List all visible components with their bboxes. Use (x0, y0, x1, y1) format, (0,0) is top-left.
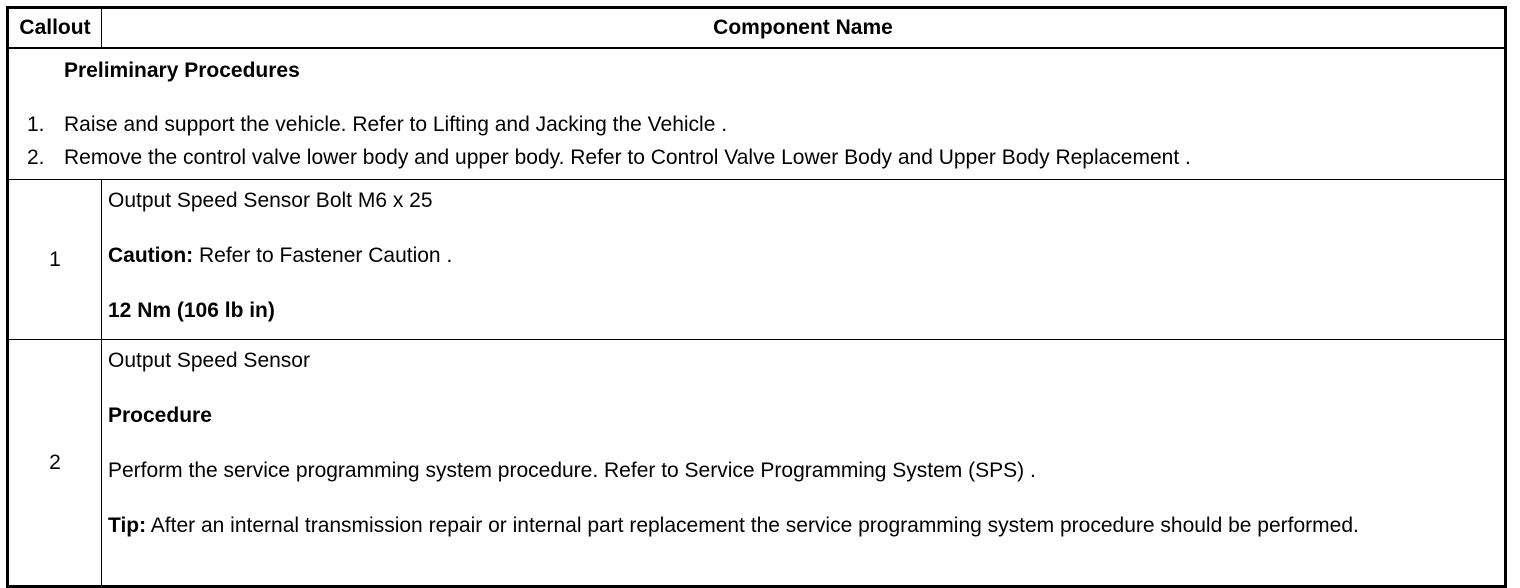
step-number: 2. (27, 146, 45, 169)
header-component-name: Component Name (102, 8, 1506, 49)
caution-text: Refer to Fastener Caution . (193, 244, 453, 267)
preliminary-step (9, 113, 1504, 137)
step-number: 1. (27, 113, 45, 136)
preliminary-row (8, 48, 1506, 180)
preliminary-cell (8, 48, 1506, 180)
preliminary-steps (9, 113, 1504, 170)
tip-label: Tip: (108, 514, 147, 537)
procedure-heading: Procedure (108, 404, 212, 427)
table-row (8, 340, 1506, 587)
component-cell (102, 340, 1506, 587)
component-table (6, 6, 1507, 588)
tip-note (108, 514, 1502, 538)
step-text: Remove the control valve lower body and upper body. Refer to Control Valve Lower Body and Upper Body Replacement . (64, 146, 1191, 169)
procedure-text: Perform the service programming system procedure. Refer to Service Programming System (SPS) . (108, 459, 1036, 482)
step-text: Raise and support the vehicle. Refer to Lifting and Jacking the Vehicle . (64, 113, 728, 136)
component-name: Output Speed Sensor (108, 349, 310, 372)
tip-text: After an internal transmission repair or internal part replacement the service programming system procedure should be performed. (146, 514, 1359, 537)
component-cell (102, 180, 1506, 340)
callout-number: 1 (8, 180, 102, 340)
callout-number: 2 (8, 340, 102, 587)
caution-note (108, 244, 1502, 268)
caution-label: Caution: (108, 244, 194, 267)
component-name: Output Speed Sensor Bolt M6 x 25 (108, 189, 433, 212)
preliminary-title: Preliminary Procedures (64, 59, 300, 82)
torque-spec: 12 Nm (106 lb in) (108, 299, 275, 322)
header-row (8, 8, 1506, 49)
preliminary-step (9, 146, 1504, 170)
table-row (8, 180, 1506, 340)
header-callout: Callout (8, 8, 102, 49)
